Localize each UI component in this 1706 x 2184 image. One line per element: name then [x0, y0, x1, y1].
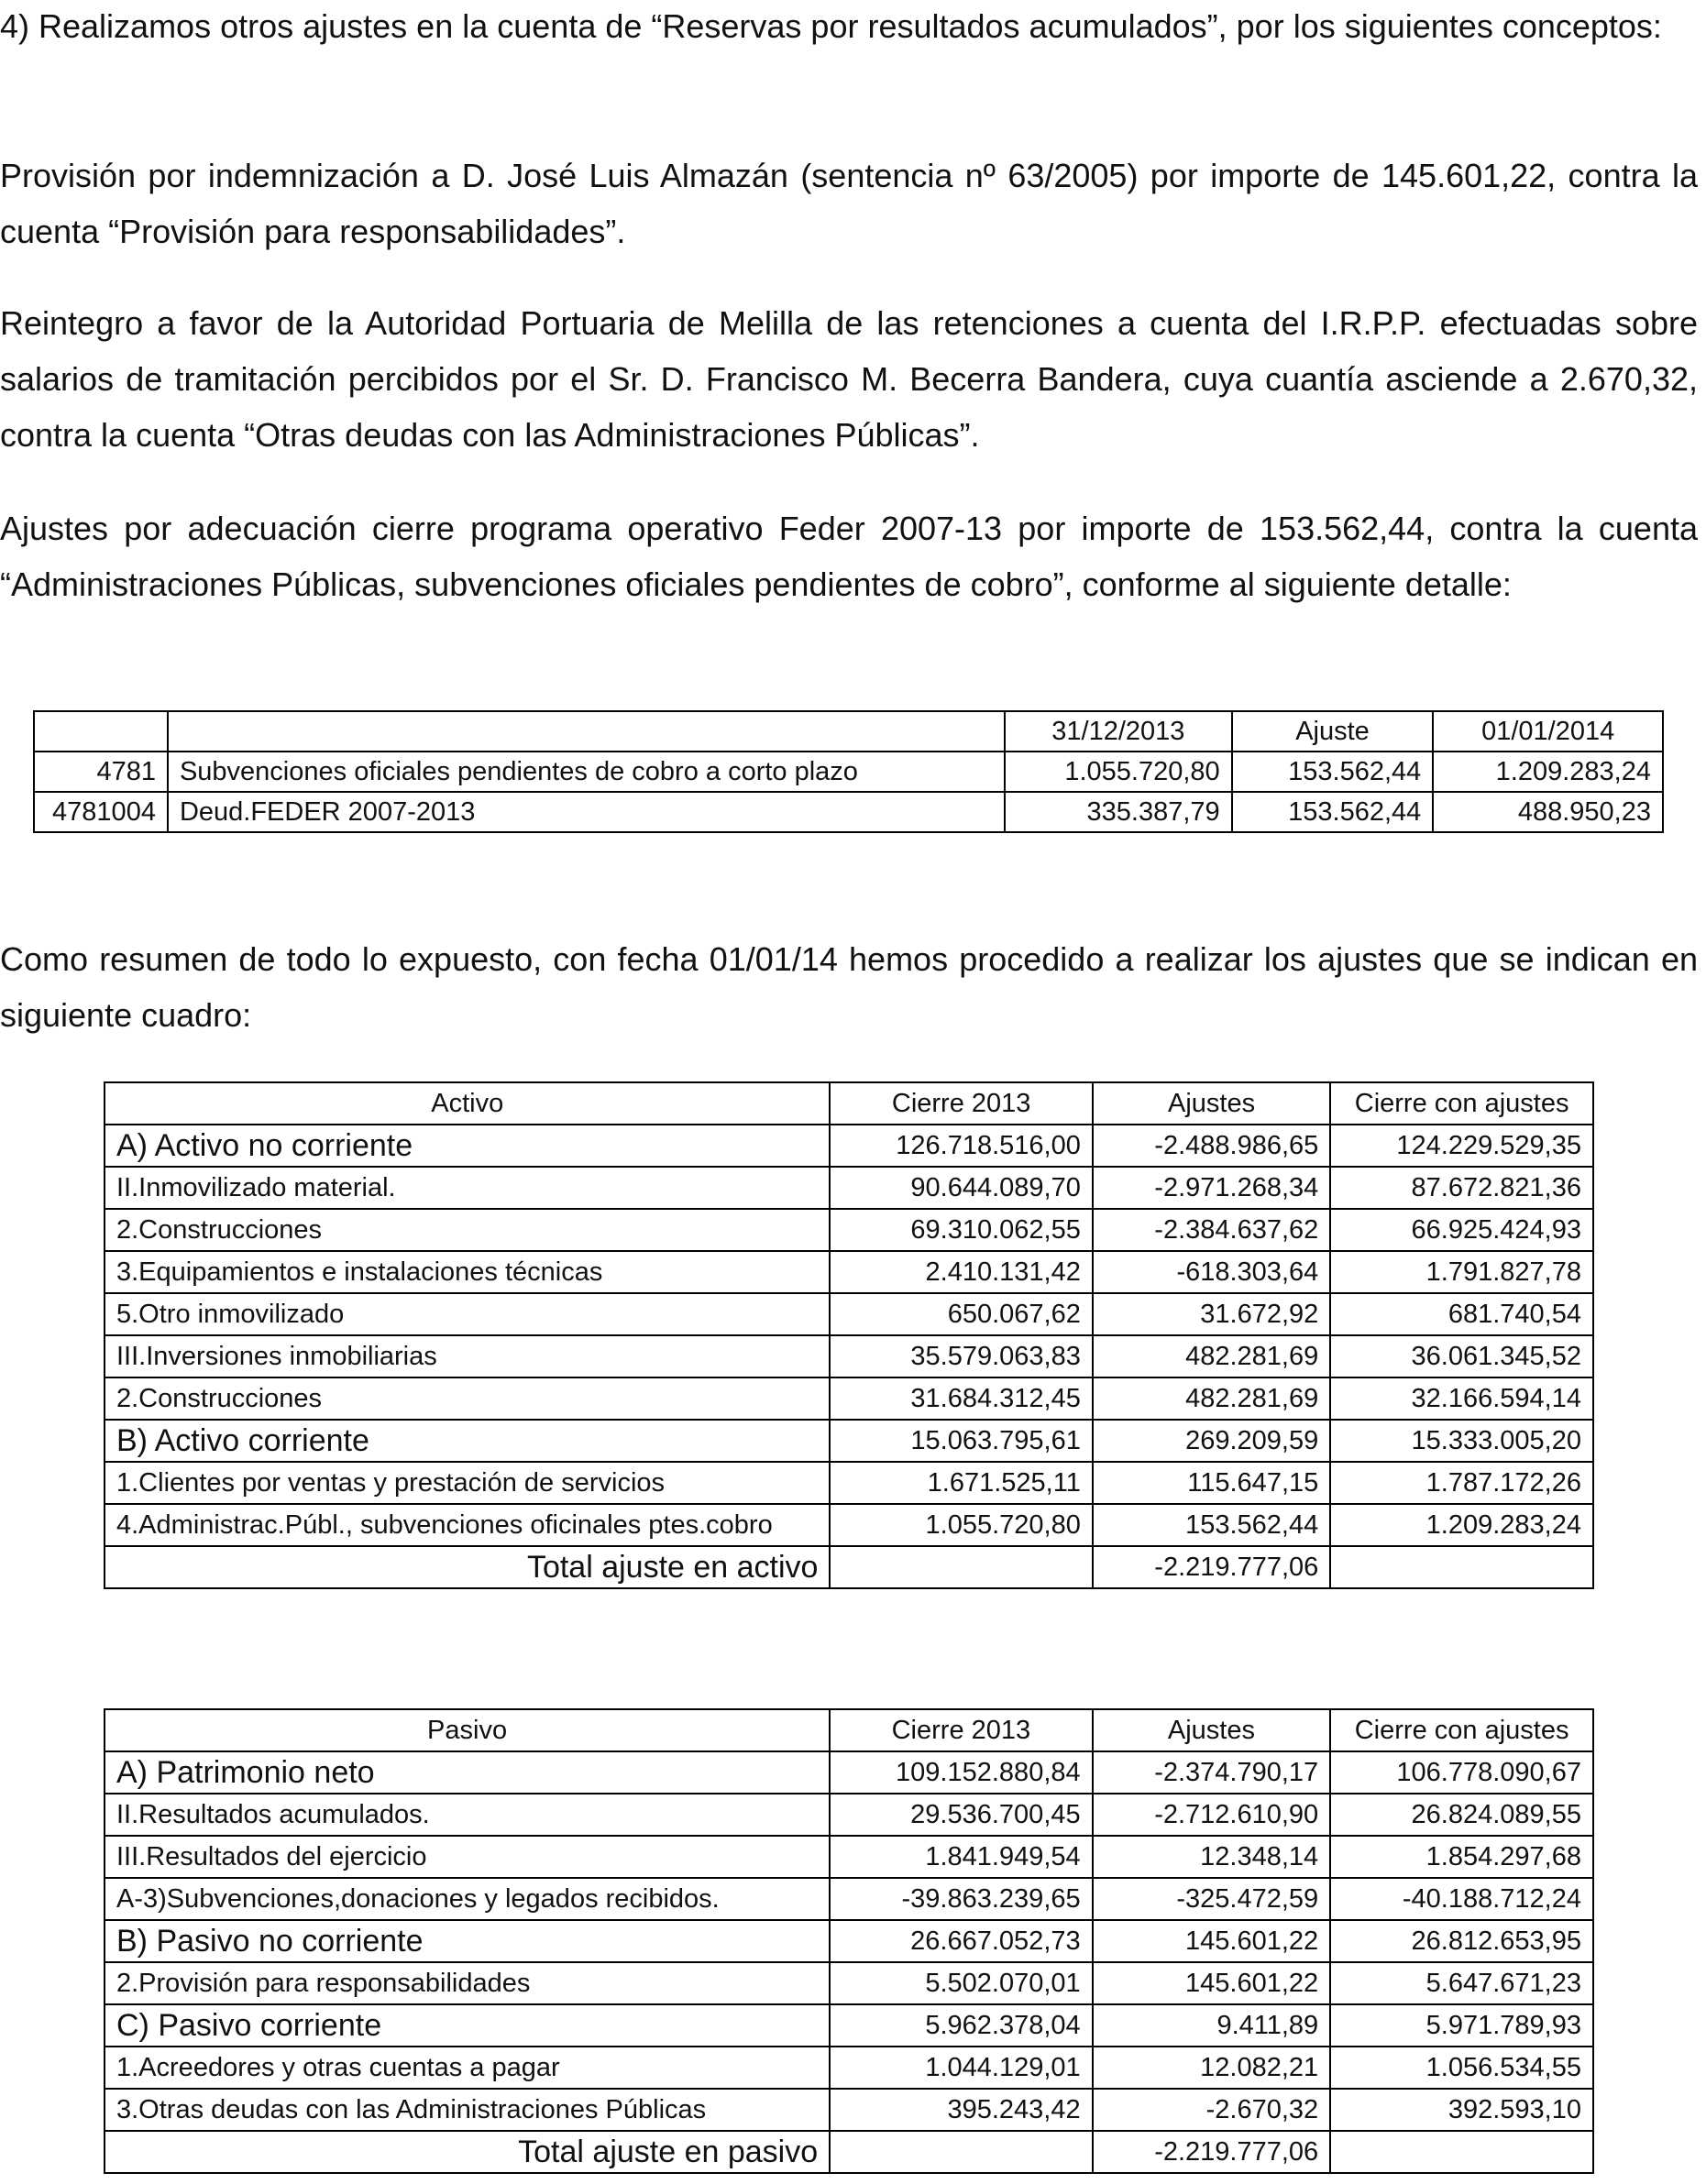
- header-cell: Pasivo: [105, 1709, 830, 1751]
- value-cell: 109.152.880,84: [830, 1751, 1093, 1794]
- value-cell: 115.647,15: [1093, 1462, 1330, 1504]
- value-cell: -2.384.637,62: [1093, 1209, 1330, 1251]
- value-cell: 26.824.089,55: [1330, 1794, 1593, 1836]
- value-cell: 482.281,69: [1093, 1335, 1330, 1377]
- account-name: Subvenciones oficiales pendientes de cobro a corto plazo: [168, 752, 1005, 792]
- value-cell: 9.411,89: [1093, 2004, 1331, 2047]
- total-row: [105, 2131, 1593, 2173]
- header-cell: Cierre 2013: [830, 1082, 1092, 1125]
- table-row: [105, 1335, 1593, 1377]
- pasivo-table: [104, 1708, 1594, 2174]
- row-label: II.Resultados acumulados.: [105, 1794, 830, 1836]
- account-code: 4781004: [34, 792, 168, 832]
- value-cell: -39.863.239,65: [830, 1878, 1093, 1920]
- value-cell: 395.243,42: [830, 2089, 1093, 2131]
- table-row: [105, 1751, 1593, 1794]
- empty-cell: [1330, 1546, 1593, 1588]
- row-label: 1.Clientes por ventas y prestación de servicios: [105, 1462, 830, 1504]
- value-cell: -2.488.986,65: [1093, 1125, 1330, 1167]
- value-cell: 2.410.131,42: [830, 1251, 1092, 1293]
- value-cell: 32.166.594,14: [1330, 1377, 1593, 1420]
- header-cell: Cierre con ajustes: [1330, 1709, 1593, 1751]
- total-label: Total ajuste en activo: [105, 1546, 830, 1588]
- value-cell: 35.579.063,83: [830, 1335, 1092, 1377]
- value-cell: 681.740,54: [1330, 1293, 1593, 1335]
- header-cell: Cierre con ajustes: [1330, 1082, 1593, 1125]
- header-cell: [168, 711, 1005, 752]
- empty-cell: [830, 1546, 1092, 1588]
- value-cell: 106.778.090,67: [1330, 1751, 1593, 1794]
- row-label: 3.Equipamientos e instalaciones técnicas: [105, 1251, 830, 1293]
- value-cell: 269.209,59: [1093, 1420, 1330, 1462]
- value-cell: 126.718.516,00: [830, 1125, 1092, 1167]
- table-row: [105, 1377, 1593, 1420]
- value-cell: 1.787.172,26: [1330, 1462, 1593, 1504]
- row-label: B) Activo corriente: [105, 1420, 830, 1462]
- row-label: A) Patrimonio neto: [105, 1751, 830, 1794]
- table-row: [105, 1462, 1593, 1504]
- row-label: III.Resultados del ejercicio: [105, 1836, 830, 1878]
- account-code: 4781: [34, 752, 168, 792]
- value-cell: -2.971.268,34: [1093, 1167, 1330, 1209]
- row-label: 5.Otro inmovilizado: [105, 1293, 830, 1335]
- value-cell: 1.055.720,80: [1005, 752, 1232, 792]
- value-cell: 145.601,22: [1093, 1920, 1331, 1962]
- value-cell: 5.502.070,01: [830, 1962, 1093, 2004]
- value-cell: 15.063.795,61: [830, 1420, 1092, 1462]
- table-row: [105, 2089, 1593, 2131]
- value-cell: 31.672,92: [1093, 1293, 1330, 1335]
- table-row: [34, 792, 1663, 832]
- table-header-row: [34, 711, 1663, 752]
- feder-detail-table: [33, 710, 1664, 833]
- paragraph-provision-indemnization: Provisión por indemnización a D. José Luis Almazán (sentencia nº 63/2005) por importe de 145.601,22, contra la cuenta “Provisión para responsabilidades”.: [0, 157, 1698, 250]
- value-cell: 124.229.529,35: [1330, 1125, 1593, 1167]
- paragraph-irpf-refund: Reintegro a favor de la Autoridad Portuaria de Melilla de las retenciones a cuenta del I.R.P.P. efectuadas sobre salarios de tramitación percibidos por el Sr. D. Francisco M. Becerra Bandera, cuya cuantía asciende a 2.670,32, contra la cuenta “Otras deudas con las Administraciones Públicas”.: [0, 304, 1698, 454]
- value-cell: -2.374.790,17: [1093, 1751, 1331, 1794]
- paragraph-summary-intro: Como resumen de todo lo expuesto, con fecha 01/01/14 hemos procedido a realizar los ajustes que se indican en siguiente cuadro:: [0, 940, 1698, 1034]
- value-cell: 29.536.700,45: [830, 1794, 1093, 1836]
- header-cell: Ajuste: [1232, 711, 1434, 752]
- table-row: [105, 1504, 1593, 1546]
- table-row: [105, 1125, 1593, 1167]
- table-row: [105, 1251, 1593, 1293]
- value-cell: 488.950,23: [1433, 792, 1663, 832]
- value-cell: 90.644.089,70: [830, 1167, 1092, 1209]
- paragraph-adjustments-intro: 4) Realizamos otros ajustes en la cuenta de “Reservas por resultados acumulados”, por los siguientes conceptos:: [0, 7, 1662, 45]
- table-row: [105, 2004, 1593, 2047]
- value-cell: 1.841.949,54: [830, 1836, 1093, 1878]
- row-label: 4.Administrac.Públ., subvenciones oficinales ptes.cobro: [105, 1504, 830, 1546]
- value-cell: 392.593,10: [1330, 2089, 1593, 2131]
- row-label: A-3)Subvenciones,donaciones y legados recibidos.: [105, 1878, 830, 1920]
- total-row: [105, 1546, 1593, 1588]
- value-cell: 1.209.283,24: [1433, 752, 1663, 792]
- value-cell: 335.387,79: [1005, 792, 1232, 832]
- row-label: B) Pasivo no corriente: [105, 1920, 830, 1962]
- value-cell: 153.562,44: [1093, 1504, 1330, 1546]
- value-cell: -618.303,64: [1093, 1251, 1330, 1293]
- row-label: 3.Otras deudas con las Administraciones Públicas: [105, 2089, 830, 2131]
- value-cell: 12.082,21: [1093, 2047, 1331, 2089]
- value-cell: 31.684.312,45: [830, 1377, 1092, 1420]
- header-cell: 01/01/2014: [1433, 711, 1663, 752]
- value-cell: -325.472,59: [1093, 1878, 1331, 1920]
- value-cell: -2.670,32: [1093, 2089, 1331, 2131]
- header-cell: [34, 711, 168, 752]
- table-row: [105, 1920, 1593, 1962]
- value-cell: 482.281,69: [1093, 1377, 1330, 1420]
- table-row: [105, 1878, 1593, 1920]
- empty-cell: [1330, 2131, 1593, 2173]
- value-cell: -2.712.610,90: [1093, 1794, 1331, 1836]
- table-row: [105, 2047, 1593, 2089]
- table-header-row: [105, 1709, 1593, 1751]
- empty-cell: [830, 2131, 1093, 2173]
- row-label: 2.Provisión para responsabilidades: [105, 1962, 830, 2004]
- value-cell: 15.333.005,20: [1330, 1420, 1593, 1462]
- paragraph-feder-adjustment: Ajustes por adecuación cierre programa operativo Feder 2007-13 por importe de 153.562,44, contra la cuenta “Administraciones Públicas, subvenciones oficiales pendientes de cobro”, conforme al siguiente detalle:: [0, 510, 1698, 603]
- value-cell: 69.310.062,55: [830, 1209, 1092, 1251]
- table-row: [105, 1209, 1593, 1251]
- value-cell: 153.562,44: [1232, 792, 1434, 832]
- total-value: -2.219.777,06: [1093, 2131, 1331, 2173]
- row-label: 2.Construcciones: [105, 1209, 830, 1251]
- header-cell: Ajustes: [1093, 1709, 1331, 1751]
- table-row: [105, 1420, 1593, 1462]
- header-cell: Activo: [105, 1082, 830, 1125]
- value-cell: 1.044.129,01: [830, 2047, 1093, 2089]
- value-cell: 66.925.424,93: [1330, 1209, 1593, 1251]
- value-cell: 1.671.525,11: [830, 1462, 1092, 1504]
- table-row: [105, 1794, 1593, 1836]
- value-cell: 87.672.821,36: [1330, 1167, 1593, 1209]
- value-cell: 12.348,14: [1093, 1836, 1331, 1878]
- value-cell: 26.812.653,95: [1330, 1920, 1593, 1962]
- table-row: [105, 1293, 1593, 1335]
- row-label: 1.Acreedores y otras cuentas a pagar: [105, 2047, 830, 2089]
- value-cell: 36.061.345,52: [1330, 1335, 1593, 1377]
- value-cell: 5.971.789,93: [1330, 2004, 1593, 2047]
- total-value: -2.219.777,06: [1093, 1546, 1330, 1588]
- row-label: III.Inversiones inmobiliarias: [105, 1335, 830, 1377]
- row-label: II.Inmovilizado material.: [105, 1167, 830, 1209]
- value-cell: 650.067,62: [830, 1293, 1092, 1335]
- table-row: [105, 1836, 1593, 1878]
- table-header-row: [105, 1082, 1593, 1125]
- header-cell: Cierre 2013: [830, 1709, 1093, 1751]
- row-label: A) Activo no corriente: [105, 1125, 830, 1167]
- value-cell: 1.055.720,80: [830, 1504, 1092, 1546]
- account-name: Deud.FEDER 2007-2013: [168, 792, 1005, 832]
- activo-table: [104, 1081, 1594, 1589]
- value-cell: 1.791.827,78: [1330, 1251, 1593, 1293]
- header-cell: 31/12/2013: [1005, 711, 1232, 752]
- table-row: [34, 752, 1663, 792]
- table-row: [105, 1167, 1593, 1209]
- row-label: 2.Construcciones: [105, 1377, 830, 1420]
- header-cell: Ajustes: [1093, 1082, 1330, 1125]
- total-label: Total ajuste en pasivo: [105, 2131, 830, 2173]
- value-cell: 1.209.283,24: [1330, 1504, 1593, 1546]
- value-cell: 26.667.052,73: [830, 1920, 1093, 1962]
- value-cell: 1.854.297,68: [1330, 1836, 1593, 1878]
- value-cell: -40.188.712,24: [1330, 1878, 1593, 1920]
- value-cell: 1.056.534,55: [1330, 2047, 1593, 2089]
- value-cell: 5.962.378,04: [830, 2004, 1093, 2047]
- value-cell: 153.562,44: [1232, 752, 1434, 792]
- table-row: [105, 1962, 1593, 2004]
- value-cell: 145.601,22: [1093, 1962, 1331, 2004]
- value-cell: 5.647.671,23: [1330, 1962, 1593, 2004]
- row-label: C) Pasivo corriente: [105, 2004, 830, 2047]
